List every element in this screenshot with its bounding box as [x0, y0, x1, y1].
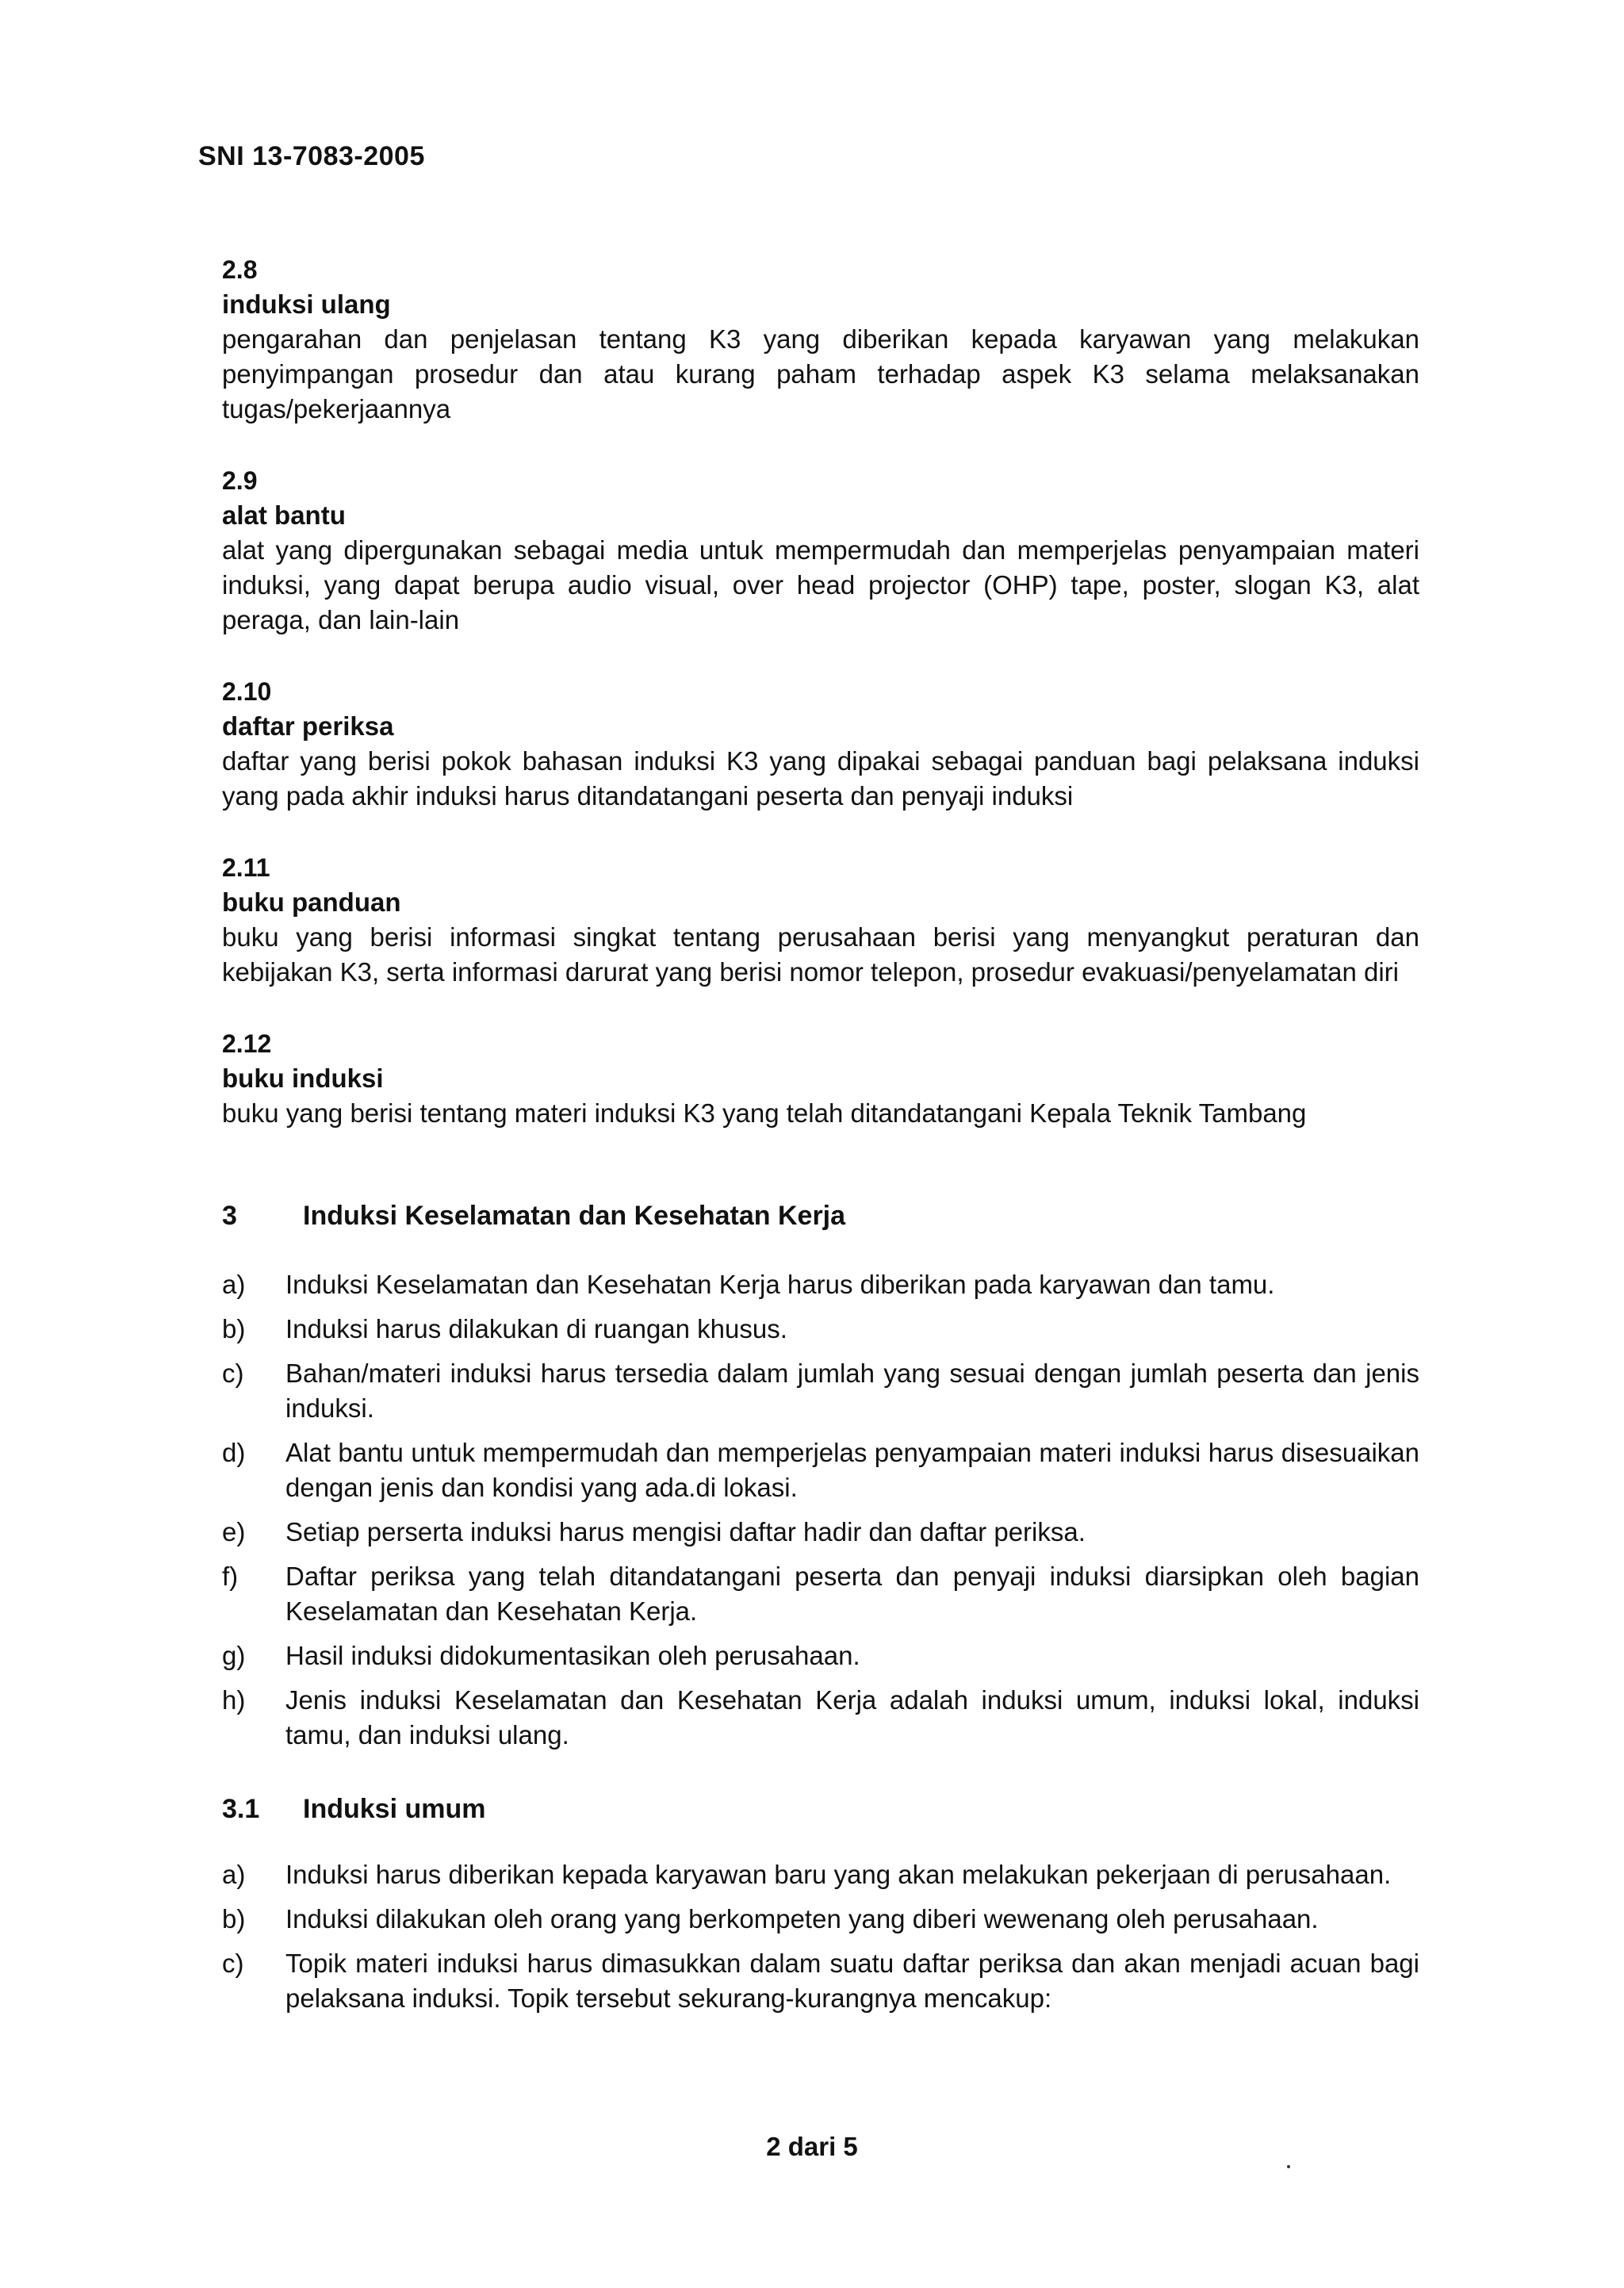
term-title: alat bantu	[222, 500, 346, 530]
subsection-title: Induksi umum	[303, 1794, 486, 1824]
term-number: 2.9	[222, 466, 258, 495]
list-item	[222, 1312, 1419, 1347]
list-text: Bahan/materi induksi harus tersedia dalam jumlah yang sesuai dengan jumlah peserta dan jenis induksi.	[285, 1359, 1419, 1423]
list-item	[222, 1267, 1419, 1302]
list-item	[222, 1902, 1419, 1937]
section-title: Induksi Keselamatan dan Kesehatan Kerja	[303, 1201, 846, 1231]
section-heading	[222, 1198, 1419, 1234]
term-entry	[222, 463, 1419, 638]
scan-dot	[1287, 2165, 1290, 2168]
list-text: Induksi harus dilakukan di ruangan khusus.	[285, 1314, 787, 1343]
list-text: Induksi Keselamatan dan Kesehatan Kerja harus diberikan pada karyawan dan tamu.	[285, 1270, 1275, 1299]
list-text: Hasil induksi didokumentasikan oleh perusahaan.	[285, 1641, 860, 1670]
term-number: 2.12	[222, 1029, 272, 1058]
term-definition: daftar yang berisi pokok bahasan induksi K3 yang dipakai sebagai panduan bagi pelaksana induksi yang pada akhir induksi harus ditandatangani peserta dan penyaji induksi	[222, 746, 1419, 811]
term-number: 2.8	[222, 255, 258, 284]
list-text: Induksi harus diberikan kepada karyawan baru yang akan melakukan pekerjaan di perusahaan.	[285, 1860, 1392, 1889]
list-item	[222, 1559, 1419, 1629]
list-marker: h)	[222, 1685, 246, 1715]
list-marker: c)	[222, 1359, 244, 1388]
list-item	[222, 1356, 1419, 1426]
list-marker: a)	[222, 1270, 246, 1299]
list-text: Topik materi induksi harus dimasukkan dalam suatu daftar periksa dan akan menjadi acuan bagi pelaksana induksi. Topik tersebut sekurang-kurangnya mencakup:	[285, 1949, 1419, 2013]
list-item	[222, 1946, 1419, 2016]
term-title: buku induksi	[222, 1064, 384, 1093]
subsection-number: 3.1	[222, 1794, 260, 1824]
term-entry	[222, 850, 1419, 990]
list-item	[222, 1515, 1419, 1550]
term-definition: pengarahan dan penjelasan tentang K3 yang diberikan kepada karyawan yang melakukan penyimpangan prosedur dan atau kurang paham terhadap aspek K3 selama melaksanakan tugas/pekerjaannya	[222, 324, 1419, 423]
term-number: 2.11	[222, 853, 270, 882]
list-item	[222, 1435, 1419, 1505]
term-entry	[222, 252, 1419, 427]
term-title: induksi ulang	[222, 289, 391, 319]
term-definition: alat yang dipergunakan sebagai media untuk mempermudah dan memperjelas penyampaian materi induksi, yang dapat berupa audio visual, over head projector (OHP) tape, poster, slogan K3, alat peraga, dan lain-lain	[222, 535, 1419, 634]
list-marker: b)	[222, 1904, 246, 1933]
list-item	[222, 1638, 1419, 1673]
list-text: Induksi dilakukan oleh orang yang berkompeten yang diberi wewenang oleh perusahaan.	[285, 1904, 1319, 1933]
list-marker: b)	[222, 1314, 246, 1343]
list-marker: a)	[222, 1860, 246, 1889]
subsection-list	[222, 1857, 1419, 2016]
list-item	[222, 1857, 1419, 1892]
list-item	[222, 1683, 1419, 1753]
term-definition: buku yang berisi informasi singkat tentang perusahaan berisi yang menyangkut peraturan dan kebijakan K3, serta informasi darurat yang berisi nomor telepon, prosedur evakuasi/penyelamatan diri	[222, 922, 1419, 987]
term-title: buku panduan	[222, 887, 401, 917]
list-marker: c)	[222, 1949, 244, 1978]
page-number: 2 dari 5	[766, 2132, 858, 2161]
section-list	[222, 1267, 1419, 1753]
page-content	[222, 252, 1419, 2025]
list-marker: e)	[222, 1517, 246, 1546]
list-text: Daftar periksa yang telah ditandatangani peserta dan penyaji induksi diarsipkan oleh bagian Keselamatan dan Kesehatan Kerja.	[285, 1562, 1419, 1626]
term-number: 2.10	[222, 677, 272, 706]
list-marker: f)	[222, 1562, 239, 1591]
term-entry	[222, 1026, 1419, 1131]
subsection-heading	[222, 1791, 1419, 1827]
list-marker: g)	[222, 1641, 246, 1670]
list-text: Alat bantu untuk mempermudah dan memperjelas penyampaian materi induksi harus disesuaikan dengan jenis dan kondisi yang ada.di lokasi.	[285, 1438, 1419, 1502]
term-entry	[222, 674, 1419, 814]
list-text: Jenis induksi Keselamatan dan Kesehatan Kerja adalah induksi umum, induksi lokal, induksi tamu, dan induksi ulang.	[285, 1685, 1419, 1750]
list-text: Setiap perserta induksi harus mengisi daftar hadir dan daftar periksa.	[285, 1517, 1086, 1546]
document-id: SNI 13-7083-2005	[198, 141, 425, 171]
list-marker: d)	[222, 1438, 246, 1467]
term-definition: buku yang berisi tentang materi induksi K3 yang telah ditandatangani Kepala Teknik Tambang	[222, 1098, 1307, 1128]
section-number: 3	[222, 1201, 237, 1231]
term-title: daftar periksa	[222, 711, 394, 741]
